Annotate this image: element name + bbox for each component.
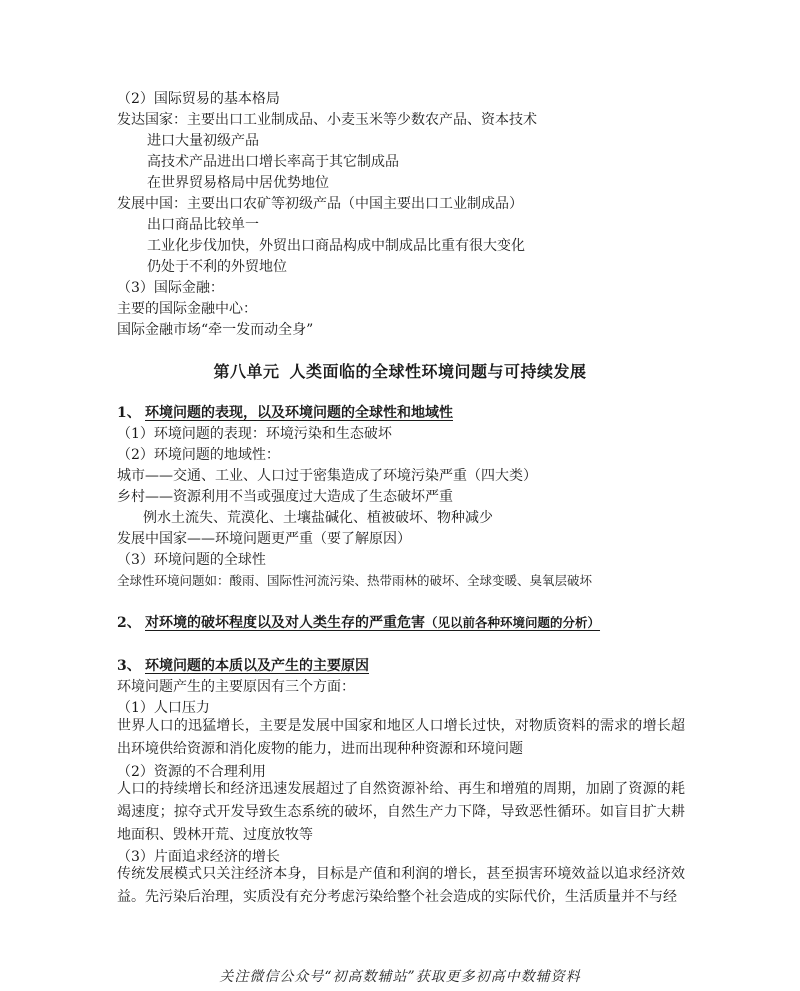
page-footer: 关注微信公众号“初高数辅站”获取更多初高中数辅资料 <box>219 969 581 985</box>
topic3-point2-body: 人口的持续增长和经济迅速发展超过了自然资源补给、再生和增殖的周期，加剧了资源的耗竭速度；掠夺式开发导致生态系统的破坏，自然生产力下降，导致恶性循环。如盲目扩大耕地面积、毁林开荒、过度放牧等 <box>117 781 685 843</box>
topic2-note: （见以前各种环境问题的分析） <box>425 615 601 630</box>
developing-point-2: 工业化步伐加快，外贸出口商品构成中制成品比重有很大变化 <box>147 238 525 254</box>
topic3-point3-body: 传统发展模式只关注经济本身，目标是产值和利润的增长，甚至损害环境效益以追求经济效益。先污染后治理，实质没有充分考虑污染给整个社会造成的实际代价，生活质量并不与经 <box>117 866 685 905</box>
finance-market: 国际金融市场“牵一发而动全身” <box>117 322 314 338</box>
developed-countries-line: 发达国家：主要出口工业制成品、小麦玉米等少数农产品、资本技术 <box>117 112 537 128</box>
topic1-line-8: 全球性环境问题如：酸雨、国际性河流污染、热带雨林的破坏、全球变暖、臭氧层破坏 <box>117 573 593 588</box>
developed-point-3: 在世界贸易格局中居优势地位 <box>147 175 329 191</box>
topic3-point1-body: 世界人口的迅猛增长，主要是发展中国家和地区人口增长过快，对物质资料的需求的增长超出环境供给资源和消化废物的能力，进而出现种种资源和环境问题 <box>117 718 685 757</box>
finance-centers: 主要的国际金融中心： <box>117 301 257 317</box>
finance-heading: （3）国际金融： <box>117 280 224 296</box>
topic1-line-2: （2）环境问题的地域性： <box>117 447 280 463</box>
chapter-unit: 第八单元 <box>213 362 280 381</box>
developed-point-2: 高技术产品进出口增长率高于其它制成品 <box>147 154 399 170</box>
topic1-line-6: 发展中国家——环境问题更严重（要了解原因） <box>117 531 411 547</box>
developing-countries-line: 发展中国：主要出口农矿等初级产品（中国主要出口工业制成品） <box>117 196 523 212</box>
topic2-title: 对环境的破坏程度以及对人类生存的严重危害 <box>145 615 425 631</box>
developed-point-1: 进口大量初级产品 <box>147 133 259 149</box>
topic3-title: 环境问题的本质以及产生的主要原因 <box>145 658 369 674</box>
topic1-line-4: 乡村——资源利用不当或强度过大造成了生态破坏严重 <box>117 489 453 505</box>
developing-point-3: 仍处于不利的外贸地位 <box>147 259 287 275</box>
topic1-number: 1、 <box>117 405 141 421</box>
topic3-point2-heading: （2）资源的不合理利用 <box>117 764 266 780</box>
topic1-line-5: 例水土流失、荒漠化、土壤盐碱化、植被破坏、物种减少 <box>143 510 493 526</box>
topic3-number: 3、 <box>117 658 141 674</box>
trade-pattern-heading: （2）国际贸易的基本格局 <box>117 91 280 107</box>
topic3-point1-heading: （1）人口压力 <box>117 700 210 716</box>
topic2-heading <box>117 613 600 633</box>
topic1-line-3: 城市——交通、工业、人口过于密集造成了环境污染严重（四大类） <box>117 468 537 484</box>
chapter-title-text: 人类面临的全球性环境问题与可持续发展 <box>289 362 587 381</box>
topic2-number: 2、 <box>117 615 141 631</box>
topic1-heading <box>117 403 453 423</box>
topic3-heading <box>117 656 369 676</box>
topic1-line-7: （3）环境问题的全球性 <box>117 552 266 568</box>
topic1-title: 环境问题的表现，以及环境问题的全球性和地域性 <box>145 405 453 421</box>
topic1-line-1: （1）环境问题的表现：环境污染和生态破坏 <box>117 426 392 442</box>
developing-point-1: 出口商品比较单一 <box>147 217 259 233</box>
chapter-title <box>0 359 800 382</box>
topic3-point3-heading: （3）片面追求经济的增长 <box>117 849 280 865</box>
topic3-intro: 环境问题产生的主要原因有三个方面： <box>117 679 355 695</box>
